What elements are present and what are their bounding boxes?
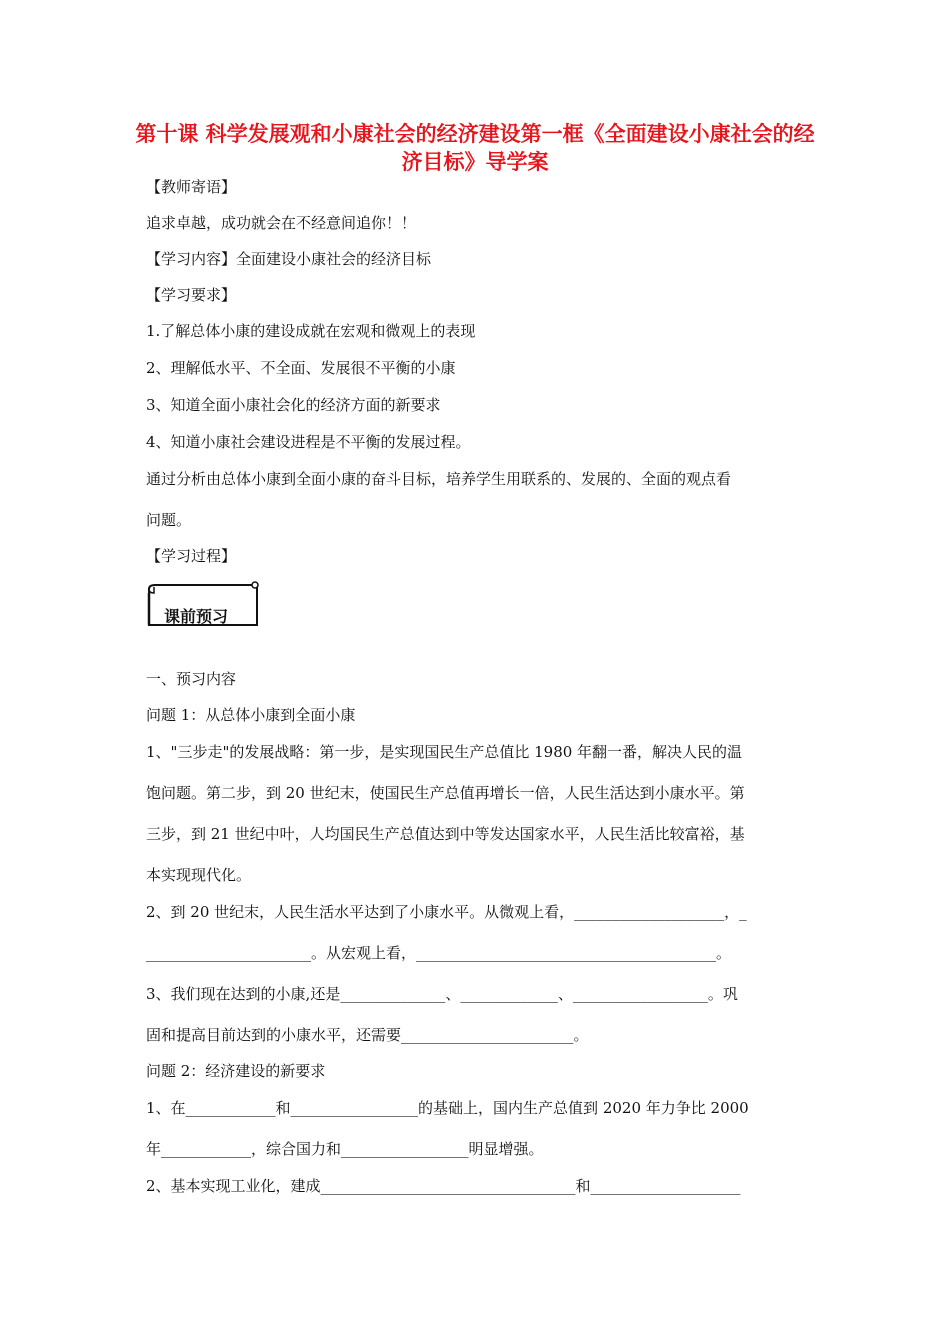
requirement-1: 1.了解总体小康的建设成就在宏观和微观上的表现 (146, 322, 476, 340)
preview-scroll-banner (145, 581, 259, 626)
q1-item-1-line-4: 本实现现代化。 (146, 866, 252, 884)
q1-item-3-line-1: 3、我们现在达到的小康,还是______________、_____________、__________________。巩 (146, 985, 738, 1003)
q2-item-2-line-1: 2、基本实现工业化，建成__________________________________和____________________ (146, 1177, 741, 1195)
q2-item-1-line-2: 年____________，综合国力和_________________明显增强。 (146, 1140, 544, 1158)
requirement-4: 4、知道小康社会建设进程是不平衡的发展过程。 (146, 433, 471, 451)
q1-item-2-line-1: 2、到 20 世纪末，人民生活水平达到了小康水平。从微观上看，____________________，_ (146, 903, 747, 921)
learning-requirements-heading: 【学习要求】 (146, 286, 237, 304)
q1-item-1-line-3: 三步，到 21 世纪中叶，人均国民生产总值达到中等发达国家水平，人民生活比较富裕，基 (146, 825, 745, 843)
q1-item-3-line-2: 固和提高目前达到的小康水平，还需要_______________________。 (146, 1026, 589, 1044)
q2-item-1-line-1: 1、在____________和_________________的基础上，国内生产总值到 2020 年力争比 2000 (146, 1099, 749, 1117)
learning-process-heading: 【学习过程】 (146, 547, 237, 565)
document-title: 第十课 科学发展观和小康社会的经济建设第一框《全面建设小康社会的经济目标》导学案 (135, 121, 815, 174)
preview-content-heading: 一、预习内容 (146, 670, 237, 688)
goal-paragraph-line-2: 问题。 (146, 511, 192, 529)
q1-item-1-line-2: 饱问题。第二步，到 20 世纪末，使国民生产总值再增长一倍，人民生活达到小康水平。第 (146, 784, 745, 802)
q1-item-1-line-1: 1、"三步走"的发展战略：第一步，是实现国民生产总值比 1980 年翻一番，解决人民的温 (146, 743, 743, 761)
teacher-message-text: 追求卓越，成功就会在不经意间追你！！ (146, 214, 417, 232)
goal-paragraph-line-1: 通过分析由总体小康到全面小康的奋斗目标，培养学生用联系的、发展的、全面的观点看 (146, 470, 732, 488)
question-1-heading: 问题 1：从总体小康到全面小康 (146, 706, 356, 724)
requirement-3: 3、知道全面小康社会化的经济方面的新要求 (146, 396, 441, 414)
requirement-2: 2、理解低水平、不全面、发展很不平衡的小康 (146, 359, 456, 377)
learning-content: 【学习内容】全面建设小康社会的经济目标 (146, 250, 432, 268)
question-2-heading: 问题 2：经济建设的新要求 (146, 1062, 326, 1080)
teacher-message-heading: 【教师寄语】 (146, 178, 237, 196)
q1-item-2-line-2: ______________________。从宏观上看，________________________________________。 (146, 944, 732, 962)
preview-scroll-label: 课前预习 (164, 607, 229, 626)
